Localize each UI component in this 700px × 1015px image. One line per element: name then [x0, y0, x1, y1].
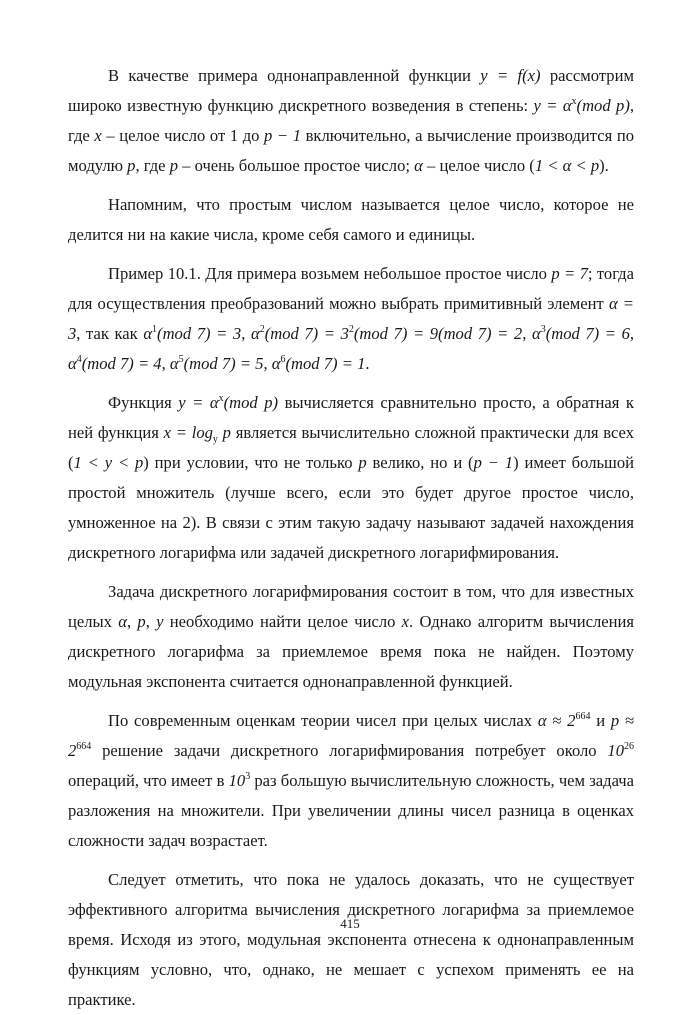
math-base: α	[531, 324, 541, 343]
math-superscript: x	[218, 393, 224, 404]
math-expression	[535, 156, 599, 175]
text-run: ,	[145, 612, 157, 631]
text-run: велико, но и (	[366, 453, 474, 472]
math-expression	[143, 324, 241, 343]
math-tail: (mod p)	[223, 393, 279, 412]
math-superscript: 3	[540, 324, 546, 335]
math-base: α	[118, 612, 127, 631]
math-tail: (mod 7) = 9(mod 7) = 2	[353, 324, 523, 343]
math-superscript: 3	[245, 771, 251, 782]
math-expression	[68, 354, 162, 373]
math-base: x = log	[163, 423, 213, 442]
math-base: α	[143, 324, 153, 343]
math-expression	[163, 423, 231, 445]
math-base: 1 < y < p	[73, 453, 144, 472]
paragraph	[68, 190, 634, 250]
text-run: . Однако алгоритм вычисления дискретного логарифма за приемлемое время пока не найден. Поэтому модульная экспонента считается однонаправленной функцией.	[68, 612, 635, 691]
text-run: ) имеет большой простой множитель (лучше всего, если это будет другое простое число, умноженное на 2). В связи с этим такую задачу называют задачей нахождения дискретного логарифма или задачей дискретного логарифмирования.	[68, 453, 635, 562]
text-run: – очень большое простое число;	[177, 156, 415, 175]
math-subscript: y	[212, 434, 218, 445]
math-superscript: 2	[348, 324, 354, 335]
text-run: – целое число (	[422, 156, 535, 175]
math-base: α	[68, 354, 77, 373]
math-superscript: 6	[280, 354, 286, 365]
math-expression	[74, 453, 144, 472]
text-run: Функция	[108, 393, 179, 412]
math-base: α	[169, 354, 179, 373]
math-base: p	[169, 156, 178, 175]
math-expression	[94, 126, 101, 145]
math-expression	[272, 354, 366, 373]
math-expression	[532, 324, 630, 343]
math-base: p	[137, 612, 146, 631]
text-run: рассмотрим широко известную функцию дискретного возведения в степень:	[68, 66, 634, 115]
math-base: α	[250, 324, 260, 343]
text-run: Задача дискретного логарифмирования состоит в том, что для известных целых	[68, 582, 634, 631]
text-run: ,	[241, 324, 251, 343]
text-run: По современным оценкам теории чисел при целых числах	[108, 711, 538, 730]
math-base: p ≈ 2	[68, 711, 634, 760]
math-base: y = α	[533, 96, 572, 115]
math-expression	[156, 612, 163, 631]
math-tail: (mod 7) = 3	[264, 324, 349, 343]
math-expression	[229, 771, 251, 790]
math-expression	[264, 126, 301, 145]
text-run: Следует отметить, что пока не удалось доказать, что не существует эффективного алгоритма вычисления дискретного логарифма за приемлемое время. Исходя из этого, модульная экспонента отнесена к однонаправленным функциям условно, что, однако, не мешает с успехом применять ее на практике.	[68, 870, 634, 1009]
math-base: y = α	[178, 393, 219, 412]
math-expression	[480, 66, 540, 85]
math-base: α	[414, 156, 423, 175]
text-run: Напомним, что простым числом называется целое число, которое не делится ни на какие числа, кроме себя самого и единицы.	[68, 195, 634, 244]
page-body-text	[68, 61, 634, 1015]
text-run: вычисляется сравнительно просто, а обратная к ней функция	[68, 393, 634, 442]
text-run: необходимо найти целое число	[163, 612, 402, 631]
text-run: включительно, а вычисление производится по модулю	[68, 126, 634, 175]
paragraph	[68, 61, 634, 181]
math-expression	[358, 453, 366, 472]
math-superscript: 664	[76, 741, 92, 752]
text-run: , так как	[76, 324, 144, 343]
math-expression	[137, 612, 145, 631]
text-run: – целое число от 1 до	[101, 126, 265, 145]
paragraph	[68, 388, 634, 568]
text-run: является вычислительно сложной практически для всех (	[68, 423, 634, 472]
text-run: раз большую вычислительную сложность, чем задача разложения на множители. При увеличении длины чисел разница в оценках сложности задач возрастает.	[68, 771, 634, 850]
math-expression	[474, 453, 514, 472]
math-superscript: 5	[178, 354, 184, 365]
math-base: y	[156, 612, 164, 631]
math-expression	[414, 156, 423, 175]
math-superscript: 26	[624, 741, 634, 752]
math-tail: (mod 7) = 3	[157, 324, 242, 343]
math-base: 1 < α < p	[534, 156, 600, 175]
math-base: p − 1	[264, 126, 302, 145]
math-expression	[538, 711, 591, 730]
page-number: 415	[340, 916, 360, 931]
text-run: решение задачи дискретного логарифмирования потребует около	[91, 741, 608, 760]
math-superscript: 2	[259, 324, 265, 335]
text-run: ,	[629, 324, 635, 343]
text-run: ,	[522, 324, 532, 343]
math-superscript: x	[571, 96, 577, 107]
math-base: y = f(x)	[480, 66, 541, 85]
math-expression	[551, 264, 588, 283]
text-run: ; тогда для осуществления преобразований можно выбрать примитивный элемент	[68, 264, 634, 313]
math-tail: (mod 7) = 4	[81, 354, 162, 373]
math-tail: (mod p)	[576, 96, 630, 115]
text-run: операций, что имеет в	[68, 771, 229, 790]
math-base: α = 3	[68, 294, 635, 343]
math-expression	[170, 156, 178, 175]
math-tail: (mod 7) = 5	[183, 354, 264, 373]
text-run: ,	[161, 354, 170, 373]
math-expression	[402, 612, 409, 631]
math-base: α ≈ 2	[537, 711, 576, 730]
math-tail: p	[217, 423, 231, 442]
math-superscript: 664	[575, 711, 591, 722]
math-base: p − 1	[473, 453, 514, 472]
math-base: 10	[228, 771, 246, 790]
text-run: ,	[263, 354, 272, 373]
math-expression	[170, 354, 264, 373]
paragraph	[68, 577, 634, 697]
text-run: ,	[126, 612, 138, 631]
math-superscript: 1	[152, 324, 158, 335]
math-base: 10	[607, 741, 624, 760]
math-expression	[349, 324, 522, 343]
math-tail: (mod 7) = 1	[285, 354, 366, 373]
math-superscript: 4	[76, 354, 82, 365]
math-base: x	[94, 126, 102, 145]
text-run: .	[365, 354, 370, 373]
math-expression	[607, 741, 634, 760]
text-run: ).	[599, 156, 609, 175]
text-run: ) при условии, что не только	[143, 453, 359, 472]
math-base: p	[358, 453, 367, 472]
paragraph	[68, 865, 634, 1015]
text-run: В качестве примера однонаправленной функции	[108, 66, 481, 85]
math-base: p	[127, 156, 136, 175]
text-run: Пример 10.1. Для примера возьмем небольшое простое число	[108, 264, 552, 283]
paragraph	[68, 259, 634, 379]
text-run: и	[590, 711, 611, 730]
text-run: , где	[68, 96, 634, 145]
math-expression	[118, 612, 127, 631]
math-base: α	[271, 354, 281, 373]
math-base: x	[401, 612, 410, 631]
math-expression	[178, 393, 278, 412]
math-expression	[251, 324, 349, 343]
math-expression	[534, 96, 630, 115]
math-base: p = 7	[551, 264, 588, 283]
text-run: , где	[135, 156, 170, 175]
paragraph	[68, 706, 634, 856]
math-tail: (mod 7) = 6	[545, 324, 630, 343]
